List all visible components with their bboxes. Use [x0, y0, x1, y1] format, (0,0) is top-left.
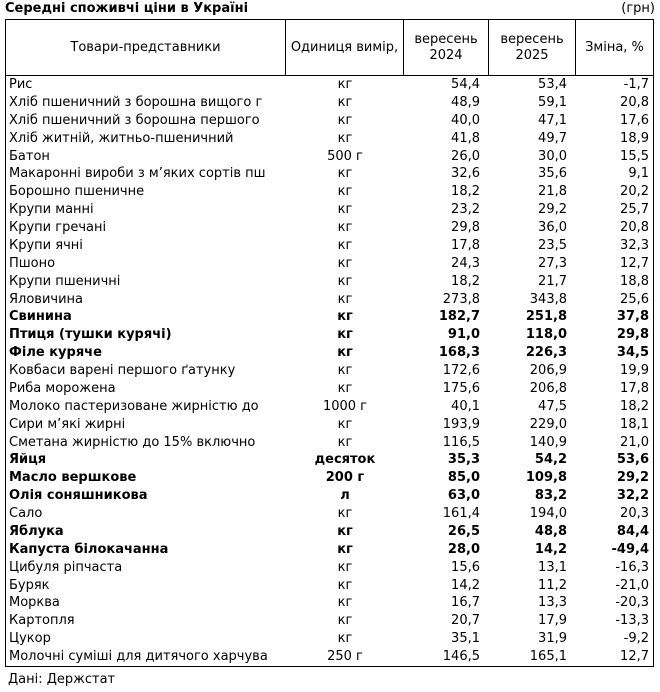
unit-cell: 1000 г [322, 398, 368, 414]
table-row [6, 630, 653, 648]
product-name-cell: Хліб пшеничний з борошна першого [9, 112, 260, 128]
change-percent-cell: 37,8 [616, 309, 649, 325]
price-2025-cell: 229,0 [529, 416, 567, 432]
unit-cell: кг [337, 291, 353, 307]
change-percent-cell: -13,3 [615, 613, 649, 629]
currency-note: (грн) [621, 1, 655, 16]
price-2024-cell: 35,1 [451, 631, 480, 647]
change-percent-cell: 12,7 [620, 649, 649, 664]
price-2024-cell: 26,0 [451, 148, 480, 164]
product-name-cell: Масло вершкове [9, 470, 137, 486]
price-2025-cell: 53,4 [538, 77, 567, 92]
table-row [6, 255, 653, 273]
price-2025-cell: 47,5 [538, 398, 567, 414]
price-2025-cell: 11,2 [538, 577, 567, 593]
change-percent-cell: 18,9 [620, 130, 649, 146]
price-2025-cell: 226,3 [525, 345, 567, 361]
price-2024-cell: 54,4 [451, 77, 480, 92]
change-percent-cell: -1,7 [623, 77, 649, 92]
unit-cell: кг [337, 631, 353, 647]
price-2024-cell: 85,0 [447, 470, 480, 486]
price-2025-cell: 54,2 [534, 452, 567, 468]
price-2024-cell: 273,8 [442, 291, 480, 307]
table-row [6, 469, 653, 487]
price-2024-cell: 28,0 [447, 541, 480, 557]
price-2025-cell: 36,0 [538, 220, 567, 235]
table-row [6, 273, 653, 291]
price-2025-cell: 251,8 [525, 309, 567, 325]
product-name-cell: Пшоно [9, 255, 56, 271]
table-row [6, 434, 653, 452]
change-percent-cell: 17,6 [620, 112, 649, 128]
unit-cell: кг [337, 112, 353, 128]
change-percent-cell: 84,4 [616, 523, 649, 539]
price-2024-cell: 16,7 [451, 595, 480, 611]
price-2025-cell: 27,3 [538, 255, 567, 271]
product-name-cell: Яблука [9, 523, 64, 539]
column-header-unit: Одиниця вимір, [286, 20, 404, 75]
price-2024-cell: 14,2 [451, 577, 480, 593]
price-2024-cell: 23,2 [451, 202, 480, 218]
unit-cell: кг [337, 523, 353, 539]
table-row [6, 577, 653, 595]
change-percent-cell: -21,0 [615, 577, 649, 593]
change-percent-cell: 20,2 [620, 184, 649, 200]
table-row [6, 219, 653, 237]
product-name-cell: Картопля [9, 613, 75, 629]
product-name-cell: Олія соняшникова [9, 488, 148, 504]
table-row [6, 237, 653, 255]
product-name-cell: Хліб житній, житньо-пшеничний [9, 130, 234, 146]
price-2025-cell: 343,8 [529, 291, 567, 307]
table-row [6, 541, 653, 559]
unit-cell: кг [337, 327, 353, 343]
table-row [6, 648, 653, 666]
change-percent-cell: 19,9 [620, 363, 649, 378]
price-2025-cell: 165,1 [529, 649, 567, 664]
change-percent-cell: 29,2 [616, 470, 649, 486]
unit-cell: кг [337, 309, 353, 325]
change-percent-cell: -20,3 [615, 595, 649, 611]
price-2025-cell: 21,8 [538, 184, 567, 200]
change-percent-cell: 18,1 [620, 416, 649, 432]
table-row [6, 523, 653, 541]
product-name-cell: Макаронні вироби з м’яких сортів пш [9, 166, 266, 182]
table-row [6, 344, 653, 362]
price-2024-cell: 15,6 [451, 559, 480, 575]
price-2025-cell: 118,0 [525, 327, 567, 343]
source-note: Дані: Держстат [8, 672, 116, 687]
price-2024-cell: 40,1 [451, 398, 480, 414]
column-header-sep-2025: вересень 2025 [489, 20, 576, 75]
price-2025-cell: 29,2 [538, 202, 567, 218]
column-header-sep-2024: вересень 2024 [404, 20, 489, 75]
price-2024-cell: 161,4 [442, 506, 480, 521]
product-name-cell: Крупи гречані [9, 220, 107, 235]
unit-cell: кг [337, 220, 353, 235]
price-2025-cell: 194,0 [529, 506, 567, 521]
table-header-row [6, 20, 653, 76]
product-name-cell: Крупи пшеничні [9, 273, 121, 289]
change-percent-cell: 20,8 [620, 94, 649, 110]
table-row [6, 148, 653, 166]
price-2024-cell: 26,5 [447, 523, 480, 539]
unit-cell: кг [337, 595, 353, 611]
change-percent-cell: 29,8 [616, 327, 649, 343]
product-name-cell: Птиця (тушки курячі) [9, 327, 172, 343]
product-name-cell: Цибуля ріпчаста [9, 559, 123, 575]
product-name-cell: Цукор [9, 631, 51, 647]
price-2024-cell: 172,6 [442, 363, 480, 378]
price-2024-cell: 116,5 [442, 434, 480, 450]
price-2025-cell: 47,1 [538, 112, 567, 128]
product-name-cell: Буряк [9, 577, 50, 593]
unit-cell: 250 г [327, 649, 363, 664]
price-2025-cell: 48,8 [534, 523, 567, 539]
table-row [6, 559, 653, 577]
product-name-cell: Сири м’які жирні [9, 416, 126, 432]
unit-cell: кг [337, 255, 353, 271]
product-name-cell: Яловичина [9, 291, 84, 307]
table-row [6, 416, 653, 434]
product-name-cell: Хліб пшеничний з борошна вищого г [9, 94, 263, 110]
table-row [6, 291, 653, 309]
price-2025-cell: 206,8 [529, 380, 567, 396]
unit-cell: кг [337, 273, 353, 289]
table-row [6, 612, 653, 630]
price-2024-cell: 175,6 [442, 380, 480, 396]
table-row [6, 505, 653, 523]
table-row [6, 201, 653, 219]
unit-cell: кг [337, 380, 353, 396]
unit-cell: кг [337, 166, 353, 182]
price-table [5, 19, 654, 667]
change-percent-cell: 25,6 [620, 291, 649, 307]
price-2024-cell: 32,6 [451, 166, 480, 182]
price-2025-cell: 13,3 [538, 595, 567, 611]
price-2024-cell: 29,8 [451, 220, 480, 235]
unit-cell: кг [337, 130, 353, 146]
product-name-cell: Риба морожена [9, 380, 116, 396]
change-percent-cell: 15,5 [620, 148, 649, 164]
price-2024-cell: 20,7 [451, 613, 480, 629]
unit-cell: кг [337, 184, 353, 200]
unit-cell: кг [337, 559, 353, 575]
price-2024-cell: 146,5 [442, 649, 480, 664]
price-2024-cell: 182,7 [438, 309, 480, 325]
change-percent-cell: 25,7 [620, 202, 649, 218]
table-row [6, 380, 653, 398]
change-percent-cell: 53,6 [616, 452, 649, 468]
product-name-cell: Філе куряче [9, 345, 102, 361]
change-percent-cell: -16,3 [615, 559, 649, 575]
price-2025-cell: 83,2 [534, 488, 567, 504]
product-name-cell: Крупи ячні [9, 237, 83, 253]
column-header-change: Зміна, % [585, 39, 644, 55]
change-percent-cell: 18,8 [620, 273, 649, 289]
price-2025-cell: 13,1 [538, 559, 567, 575]
unit-cell: кг [337, 363, 353, 378]
product-name-cell: Молоко пастеризоване жирністю до [9, 398, 259, 414]
table-row [6, 451, 653, 469]
product-name-cell: Рис [9, 77, 33, 92]
unit-cell: кг [337, 434, 353, 450]
unit-cell: кг [337, 202, 353, 218]
price-2024-cell: 168,3 [438, 345, 480, 361]
change-percent-cell: -49,4 [611, 541, 649, 557]
price-2025-cell: 59,1 [538, 94, 567, 110]
unit-cell: кг [337, 541, 353, 557]
unit-cell: кг [337, 94, 353, 110]
unit-cell: кг [337, 237, 353, 253]
product-name-cell: Свинина [9, 309, 72, 325]
change-percent-cell: 20,3 [620, 506, 649, 521]
price-2024-cell: 18,2 [451, 184, 480, 200]
change-percent-cell: 18,2 [620, 398, 649, 414]
table-row [6, 130, 653, 148]
price-2025-cell: 17,9 [538, 613, 567, 629]
price-2025-cell: 140,9 [529, 434, 567, 450]
change-percent-cell: 20,8 [620, 220, 649, 235]
price-2024-cell: 18,2 [451, 273, 480, 289]
price-2025-cell: 21,7 [538, 273, 567, 289]
change-percent-cell: 17,8 [620, 380, 649, 396]
product-name-cell: Борошно пшеничне [9, 184, 145, 200]
price-2024-cell: 91,0 [447, 327, 480, 343]
column-header-products: Товари-представники [6, 20, 286, 75]
unit-cell: кг [337, 77, 353, 92]
price-2025-cell: 31,9 [538, 631, 567, 647]
table-body [6, 76, 653, 666]
price-2025-cell: 14,2 [534, 541, 567, 557]
change-percent-cell: 21,0 [620, 434, 649, 450]
table-row [6, 94, 653, 112]
table-row [6, 594, 653, 612]
change-percent-cell: 34,5 [616, 345, 649, 361]
table-row [6, 398, 653, 416]
price-2024-cell: 48,9 [451, 94, 480, 110]
table-row [6, 112, 653, 130]
unit-cell: кг [337, 506, 353, 521]
table-row [6, 362, 653, 380]
price-2025-cell: 109,8 [525, 470, 567, 486]
product-name-cell: Сметана жирністю до 15% включно [9, 434, 256, 450]
price-2024-cell: 63,0 [447, 488, 480, 504]
price-2024-cell: 41,8 [451, 130, 480, 146]
price-2025-cell: 35,6 [538, 166, 567, 182]
price-2025-cell: 23,5 [538, 237, 567, 253]
product-name-cell: Капуста білокачанна [9, 541, 169, 557]
change-percent-cell: 32,3 [620, 237, 649, 253]
product-name-cell: Морква [9, 595, 60, 611]
change-percent-cell: 9,1 [628, 166, 649, 182]
price-2024-cell: 17,8 [451, 237, 480, 253]
product-name-cell: Ковбаси варені першого ґатунку [9, 363, 236, 378]
table-row [6, 326, 653, 344]
price-2025-cell: 30,0 [538, 148, 567, 164]
product-name-cell: Сало [9, 506, 43, 521]
unit-cell: л [340, 488, 350, 504]
product-name-cell: Батон [9, 148, 50, 164]
unit-cell: кг [337, 345, 353, 361]
product-name-cell: Молочні суміші для дитячого харчува [9, 649, 268, 664]
table-row [6, 487, 653, 505]
product-name-cell: Крупи манні [9, 202, 94, 218]
price-2025-cell: 206,9 [529, 363, 567, 378]
unit-cell: кг [337, 577, 353, 593]
change-percent-cell: 12,7 [620, 255, 649, 271]
table-row [6, 76, 653, 94]
table-row [6, 183, 653, 201]
unit-cell: кг [337, 416, 353, 432]
unit-cell: десяток [314, 452, 376, 468]
unit-cell: кг [337, 613, 353, 629]
unit-cell: 500 г [327, 148, 363, 164]
product-name-cell: Яйця [9, 452, 47, 468]
price-2024-cell: 193,9 [442, 416, 480, 432]
table-row [6, 165, 653, 183]
change-percent-cell: -9,2 [623, 631, 649, 647]
table-row [6, 308, 653, 326]
price-2024-cell: 35,3 [447, 452, 480, 468]
title-row [5, 0, 655, 19]
change-percent-cell: 32,2 [616, 488, 649, 504]
page-title: Середні споживчі ціни в Україні [5, 1, 249, 16]
unit-cell: 200 г [325, 470, 365, 486]
price-2025-cell: 49,7 [538, 130, 567, 146]
price-2024-cell: 24,3 [451, 255, 480, 271]
price-2024-cell: 40,0 [451, 112, 480, 128]
